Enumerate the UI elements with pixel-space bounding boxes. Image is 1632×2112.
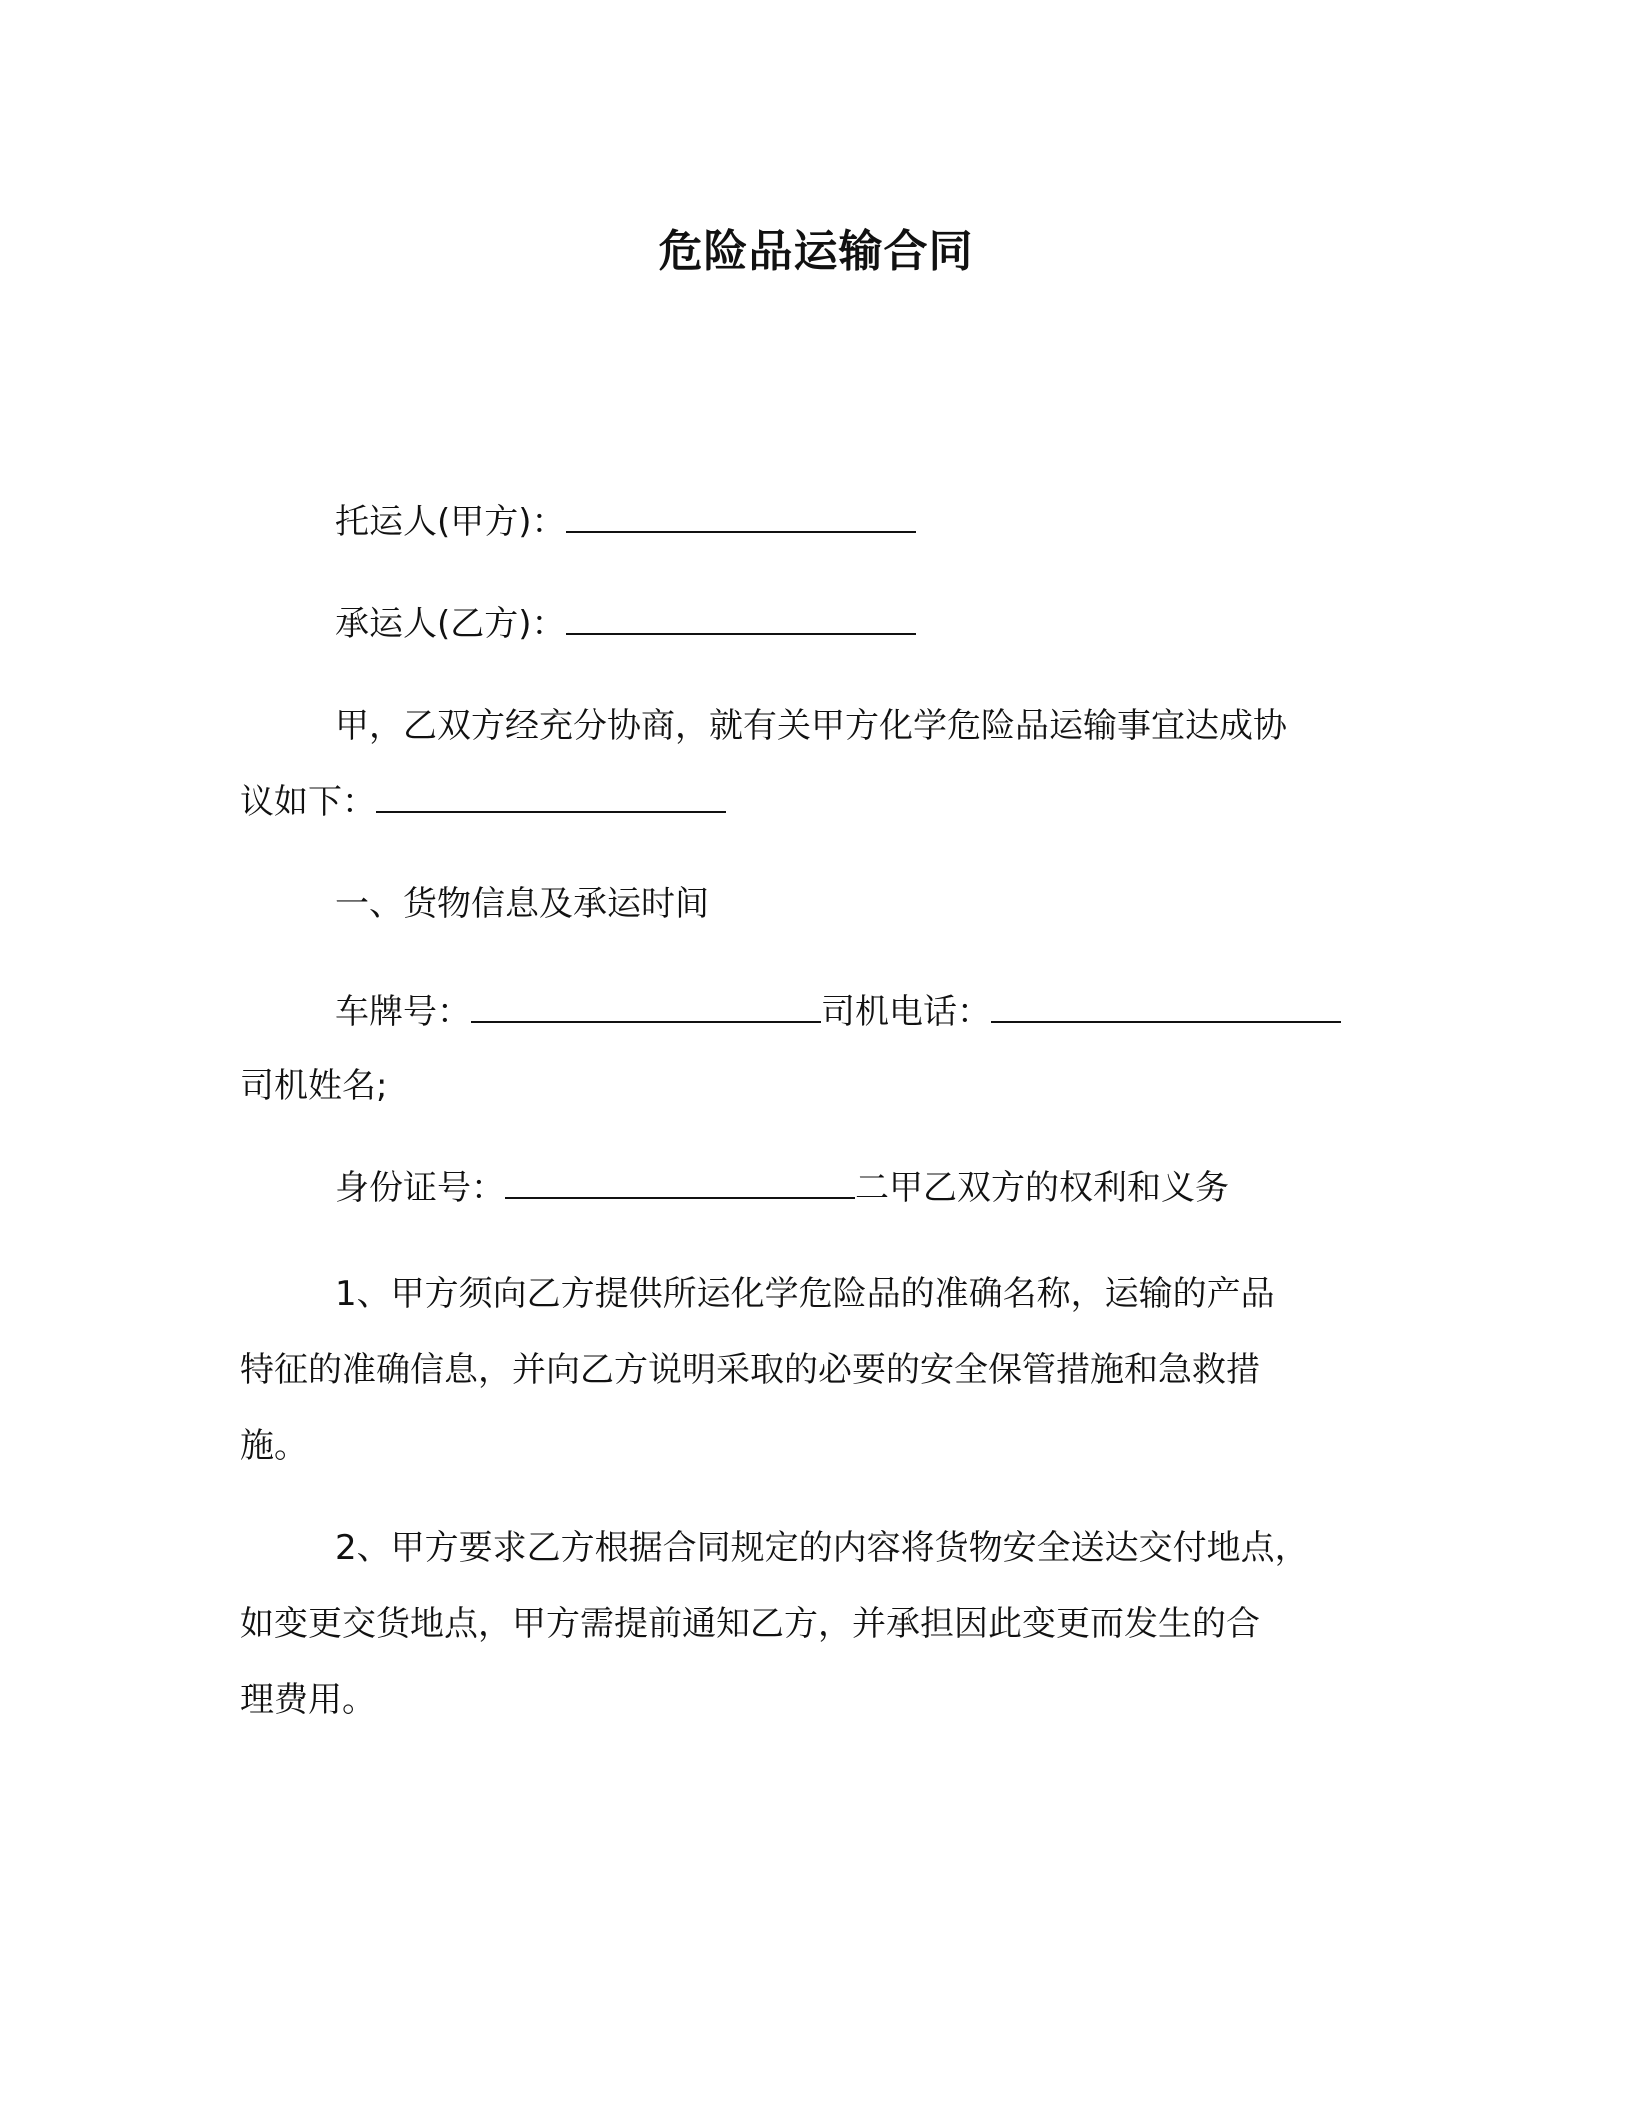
section-1-heading: 一、货物信息及承运时间: [335, 884, 709, 924]
id-blank[interactable]: [505, 1169, 855, 1199]
carrier-label: 承运人(乙方)：: [335, 604, 566, 644]
id-line: [335, 1164, 1229, 1212]
intro-line-1: 甲，乙双方经充分协商，就有关甲方化学危险品运输事宜达成协: [335, 706, 1287, 746]
section-2-heading: 二甲乙双方的权利和义务: [855, 1168, 1229, 1208]
agreement-label: 议如下：: [240, 782, 376, 822]
plate-blank[interactable]: [471, 993, 821, 1023]
shipper-blank[interactable]: [566, 503, 916, 533]
shipper-line: [335, 498, 916, 546]
driver-phone-label: 司机电话：: [821, 992, 991, 1032]
driver-name-label: 司机姓名;: [240, 1066, 388, 1106]
clause-2-line-1: 2、甲方要求乙方根据合同规定的内容将货物安全送达交付地点，: [335, 1528, 1309, 1568]
clause-2-line-3: 理费用。: [240, 1680, 376, 1720]
clause-2-line-2: 如变更交货地点，甲方需提前通知乙方，并承担因此变更而发生的合: [240, 1604, 1260, 1644]
clause-1-line-1: 1、甲方须向乙方提供所运化学危险品的准确名称，运输的产品: [335, 1274, 1275, 1314]
carrier-line: [335, 600, 916, 648]
agreement-blank[interactable]: [376, 783, 726, 813]
intro-line-2: [240, 778, 726, 826]
carrier-blank[interactable]: [566, 605, 916, 635]
plate-phone-line: [335, 988, 1341, 1036]
clause-1-line-3: 施。: [240, 1426, 308, 1466]
plate-label: 车牌号：: [335, 992, 471, 1032]
shipper-label: 托运人(甲方)：: [335, 502, 566, 542]
driver-phone-blank[interactable]: [991, 993, 1341, 1023]
id-label: 身份证号：: [335, 1168, 505, 1208]
clause-1-line-2: 特征的准确信息，并向乙方说明采取的必要的安全保管措施和急救措: [240, 1350, 1260, 1390]
document-title: 危险品运输合同: [658, 226, 974, 277]
